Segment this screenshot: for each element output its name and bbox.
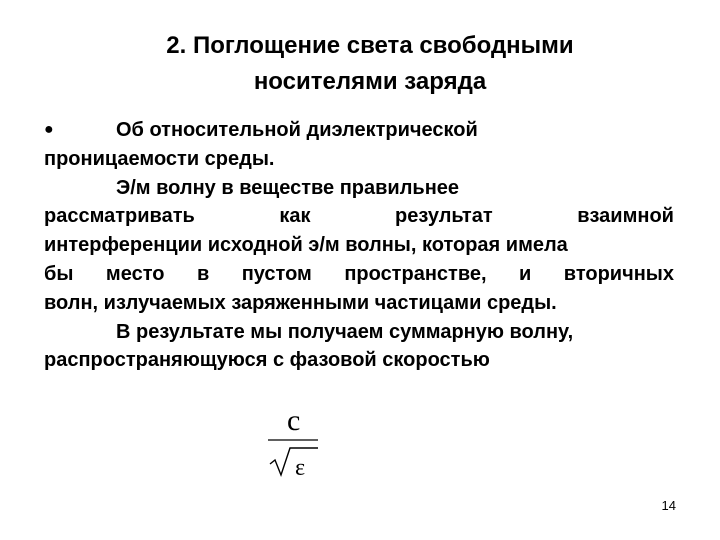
slide-body [44,116,674,375]
bullet-text-line-1: Об относительной диэлектрической [116,119,478,141]
word: пустом [241,262,312,285]
paragraph-1-line-4 [44,260,674,289]
word: результат [395,205,493,228]
word: и [519,262,532,285]
paragraph-2-line-1: В результате мы получаем суммарную волну, [116,320,574,343]
paragraph-1-line-5: волн, излучаемых заряженными частицами среды. [44,291,557,314]
formula-numerator: c [287,404,301,437]
slide-title [60,28,680,100]
word: бы [44,262,74,285]
bullet-marker: ● [44,121,54,138]
formula-graphic [266,400,326,490]
word: как [279,205,311,228]
word: в [196,262,210,285]
formula-denominator: ε [295,455,306,481]
paragraph-1-line-1: Э/м волну в веществе правильнее [116,176,460,199]
word: взаимной [577,205,674,228]
title-line-1: 2. Поглощение света свободными [166,32,574,59]
paragraph-1-line-2 [44,202,674,231]
page-number: 14 [661,498,676,513]
word: место [105,262,165,285]
title-line-2: носителями заряда [253,68,487,95]
paragraph-1-line-3: интерференции исходной э/м волны, которая имела [44,234,568,257]
word: вторичных [563,262,674,285]
bullet-text-line-2: проницаемости среды. [44,147,275,170]
paragraph-2-line-2: распространяющуюся с фазовой скоростью [44,349,490,372]
phase-velocity-formula [266,400,326,490]
word: рассматривать [44,205,195,228]
bullet-item [44,116,674,145]
word: пространстве, [344,262,487,285]
square-root-sign [270,448,318,475]
